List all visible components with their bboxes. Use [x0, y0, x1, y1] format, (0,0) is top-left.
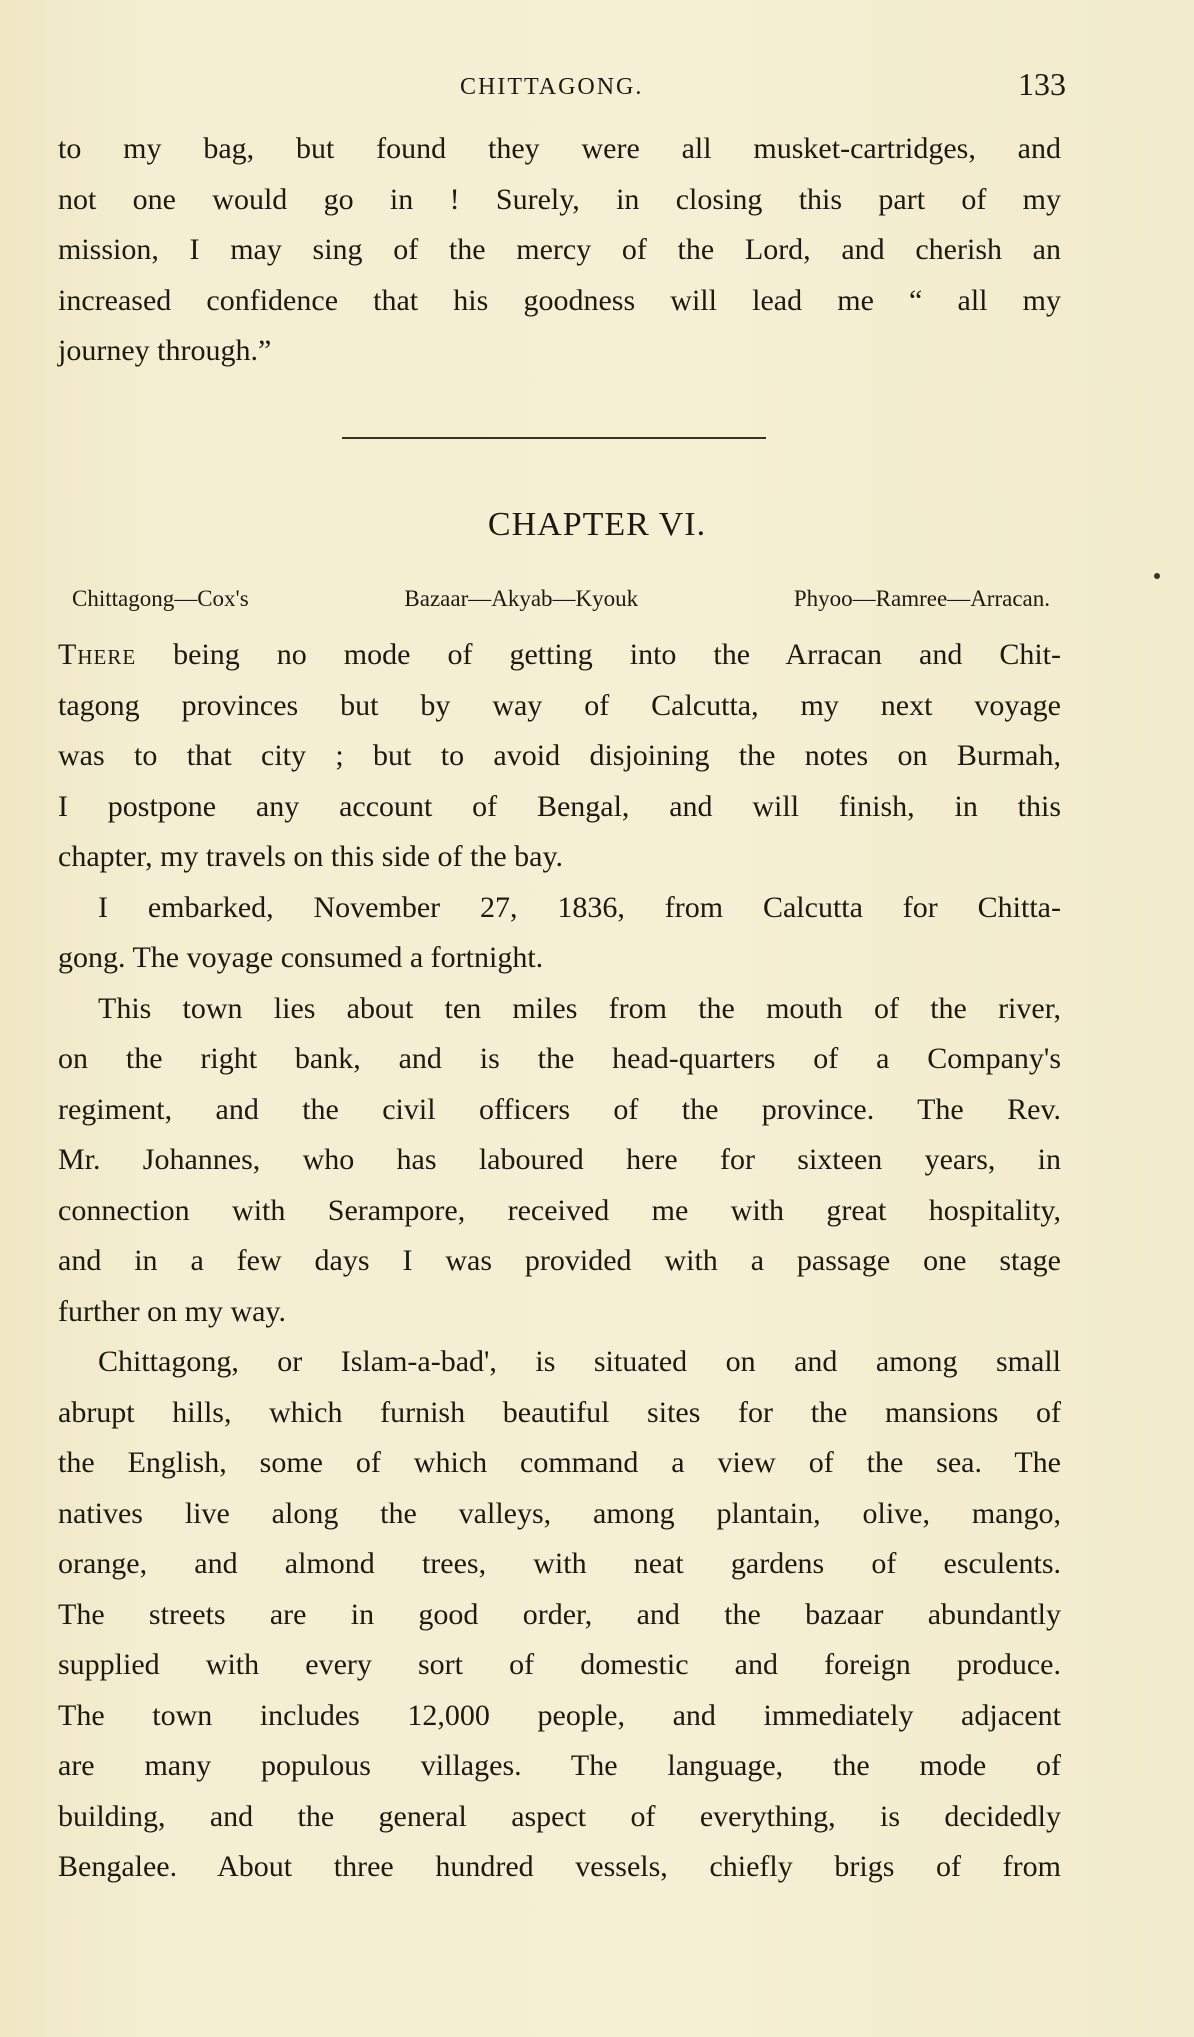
- text-line: are many populous villages. The language, the mode of: [58, 1749, 1061, 1782]
- text-line: building, and the general aspect of everything, is decidedly: [58, 1799, 1061, 1833]
- text-line: Bengalee. About three hundred vessels, chiefly brigs of from: [58, 1850, 1061, 1883]
- text-line: regiment, and the civil officers of the province. The Rev.: [58, 1092, 1061, 1126]
- text-line: This town lies about ten miles from the mouth of the river,: [98, 991, 1061, 1025]
- text-line: gong. The voyage consumed a fortnight.: [58, 941, 544, 974]
- text-line: The town includes 12,000 people, and immediately adjacent: [58, 1698, 1061, 1732]
- text-line-rest: being no mode of getting into the Arracan and Chit-: [136, 638, 1061, 671]
- text-line: further on my way.: [58, 1294, 286, 1328]
- chapter-synopsis: Chittagong—Cox's Bazaar—Akyab—Kyouk Phyoo—Ramree—Arracan.: [72, 586, 1050, 611]
- text-line: supplied with every sort of domestic and foreign produce.: [58, 1648, 1061, 1681]
- text-line: chapter, my travels on this side of the bay.: [58, 840, 564, 873]
- text-line: and in a few days I was provided with a passage one stage: [58, 1244, 1061, 1277]
- text-line: Mr. Johannes, who has laboured here for sixteen years, in: [58, 1143, 1061, 1176]
- text-line: on the right bank, and is the head-quarters of a Company's: [58, 1042, 1061, 1075]
- text-line: [58, 630, 1061, 681]
- text-line: Chittagong, or Islam-a-bad', is situated on and among small: [98, 1345, 1061, 1378]
- opening-paragraph: [58, 124, 1061, 377]
- section-divider: [342, 437, 766, 439]
- text-line: mission, I may sing of the mercy of the Lord, and cherish an: [58, 233, 1061, 266]
- text-line: The streets are in good order, and the bazaar abundantly: [58, 1597, 1061, 1631]
- chapter-body: [58, 630, 1061, 1893]
- text-line: not one would go in ! Surely, in closing this part of my: [58, 182, 1061, 216]
- text-line: the English, some of which command a view of the sea. The: [58, 1446, 1061, 1479]
- chapter-heading: CHAPTER VI.: [487, 506, 707, 543]
- running-head: [0, 66, 1194, 110]
- text-line: natives live along the valleys, among plantain, olive, mango,: [58, 1496, 1061, 1530]
- text-line: I embarked, November 27, 1836, from Calcutta for Chitta-: [98, 890, 1061, 924]
- text-line: to my bag, but found they were all musket-cartridges, and: [58, 132, 1061, 165]
- running-title: CHITTAGONG.: [460, 74, 644, 100]
- text-line: abrupt hills, which furnish beautiful sites for the mansions of: [58, 1395, 1061, 1429]
- text-line: increased confidence that his goodness will lead me “ all my: [58, 283, 1061, 317]
- text-line: orange, and almond trees, with neat gardens of esculents.: [58, 1547, 1061, 1580]
- text-line: connection with Serampore, received me with great hospitality,: [58, 1193, 1061, 1227]
- drop-word: There: [58, 638, 137, 671]
- page-number: 133: [1018, 66, 1066, 102]
- text-line: tagong provinces but by way of Calcutta, my next voyage: [58, 688, 1061, 722]
- paper-speck: [1154, 573, 1160, 579]
- text-line: journey through.”: [58, 334, 272, 367]
- text-line: I postpone any account of Bengal, and will finish, in this: [58, 789, 1061, 823]
- text-line: was to that city ; but to avoid disjoining the notes on Burmah,: [58, 739, 1061, 772]
